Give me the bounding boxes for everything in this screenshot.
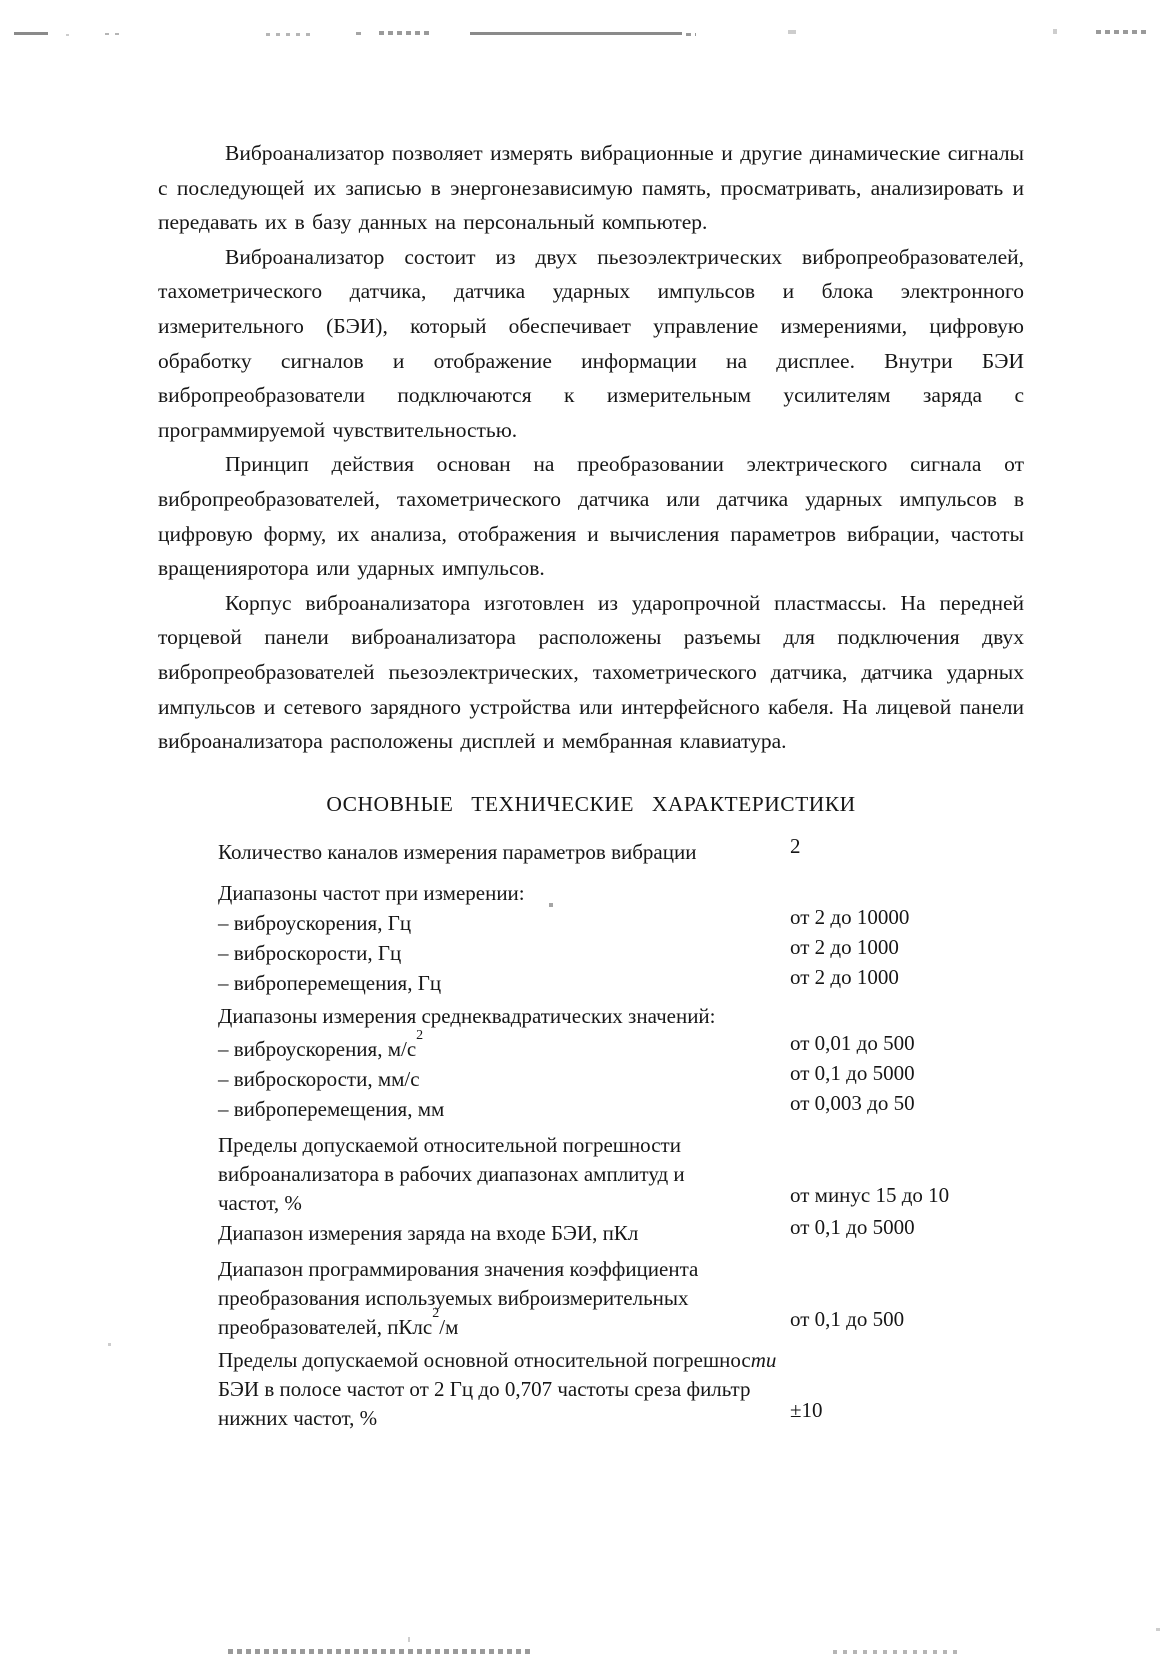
spec-label: – виброускорения, Гц bbox=[218, 910, 412, 935]
scan-artifact bbox=[408, 1637, 410, 1642]
spec-value: от 0,1 до 500 bbox=[790, 1306, 905, 1331]
spec-label-line: частот, % bbox=[218, 1190, 302, 1215]
scan-artifact bbox=[14, 32, 48, 35]
spec-row-velocity-freq bbox=[218, 934, 1024, 968]
superscript: 2 bbox=[432, 1305, 440, 1321]
scan-artifact bbox=[66, 34, 69, 36]
spec-row-displacement-rms bbox=[218, 1090, 1024, 1124]
spec-label-text: – виброускорения, м/с bbox=[218, 1036, 417, 1061]
document-content bbox=[158, 136, 1024, 1433]
spec-label bbox=[218, 1346, 790, 1433]
scan-artifact bbox=[228, 1649, 530, 1654]
section-title: ОСНОВНЫЕ ТЕХНИЧЕСКИЕ ХАРАКТЕРИСТИКИ bbox=[326, 791, 856, 816]
spec-value: от 0,1 до 5000 bbox=[790, 1060, 915, 1085]
specs-table bbox=[218, 833, 1024, 1433]
spec-label: – виброперемещения, мм bbox=[218, 1096, 445, 1121]
spec-row-charge-range bbox=[218, 1214, 1024, 1248]
scan-artifact bbox=[266, 33, 310, 36]
spec-row-accel-freq bbox=[218, 904, 1024, 938]
scan-artifact bbox=[1156, 1628, 1160, 1631]
spec-label bbox=[218, 1131, 790, 1218]
spec-row-bei-basic-error bbox=[218, 1346, 1024, 1433]
spec-label: Количество каналов измерения параметров вибрации bbox=[218, 839, 697, 864]
spec-value: от 2 до 10000 bbox=[790, 904, 910, 929]
spec-value: от 2 до 1000 bbox=[790, 964, 899, 989]
spec-row-rms-ranges-header bbox=[218, 1001, 1024, 1031]
spec-label-text: Пределы допускаемой основной относительной погрешнос bbox=[218, 1347, 751, 1372]
spec-label: – виброскорости, мм/с bbox=[218, 1066, 420, 1091]
spec-row-channels bbox=[218, 833, 1024, 867]
spec-value: от 0,01 до 500 bbox=[790, 1030, 915, 1055]
scan-artifact bbox=[1053, 29, 1057, 34]
spec-label-text-italic: ти bbox=[750, 1347, 777, 1372]
spec-row-relative-error bbox=[218, 1131, 1024, 1218]
spec-label: – виброскорости, Гц bbox=[218, 940, 402, 965]
scan-artifact bbox=[788, 30, 796, 34]
scan-artifact bbox=[470, 32, 682, 35]
spec-label-text: /м bbox=[439, 1314, 459, 1339]
spec-label bbox=[218, 1255, 790, 1342]
spec-label: Диапазоны измерения среднеквадратических значений: bbox=[218, 1003, 716, 1028]
spec-value: ±10 bbox=[790, 1397, 823, 1422]
spec-value: от 2 до 1000 bbox=[790, 934, 899, 959]
paragraph-principle: Принцип действия основан на преобразовании электрического сигнала от вибропреобразователей, тахометрического датчика или датчика ударных импульсов в цифровую форму, их анализа, отображения и вычисления параметров вибрации, частоты вращенияротора или ударных импульсов. bbox=[158, 452, 1024, 581]
paragraph-composition: Виброанализатор состоит из двух пьезоэлектрических вибропреобразователей, тахометрического датчика, датчика ударных импульсов и блока электронного измерительного (БЭИ), который обеспечивает управление измерениями, цифровую обработку сигналов и отображение информации на дисплее. Внутри БЭИ вибропреобразователи подключаются к измерительным усилителям заряда с программируемой чувствительностью. bbox=[158, 244, 1024, 442]
spec-label-line: преобразования используемых виброизмерительных bbox=[218, 1285, 689, 1310]
superscript: 2 bbox=[416, 1027, 424, 1043]
paragraph-housing: Корпус виброанализатора изготовлен из ударопрочной пластмассы. На передней торцевой панели виброанализатора расположены разъемы для подключения двух вибропреобразователей пьезоэлектрических, тахометрического датчика, датчика ударных импульсов и сетевого зарядного устройства или интерфейсного кабеля. На лицевой панели виброанализатора расположены дисплей и мембранная клавиатура. bbox=[158, 590, 1024, 754]
spec-label-line: виброанализатора в рабочих диапазонах амплитуд и bbox=[218, 1161, 685, 1186]
spec-label-line: нижних частот, % bbox=[218, 1405, 378, 1430]
spec-label-line: БЭИ в полосе частот от 2 Гц до 0,707 частоты среза фильтр bbox=[218, 1376, 751, 1401]
spec-label-line bbox=[218, 1305, 790, 1342]
spec-value: от 0,003 до 50 bbox=[790, 1090, 915, 1115]
scan-artifact bbox=[379, 31, 429, 35]
spec-row-displacement-freq bbox=[218, 964, 1024, 998]
spec-value: 2 bbox=[790, 833, 801, 858]
scan-artifact bbox=[108, 1343, 111, 1346]
spec-value: от минус 15 до 10 bbox=[790, 1182, 950, 1207]
spec-label: Диапазон измерения заряда на входе БЭИ, пКл bbox=[218, 1220, 639, 1245]
spec-label-line: Диапазон программирования значения коэффициента bbox=[218, 1256, 699, 1281]
scan-artifact bbox=[356, 32, 361, 35]
spec-label: Диапазоны частот при измерении: bbox=[218, 880, 525, 905]
spec-label-line bbox=[218, 1346, 790, 1375]
spec-label-text: преобразователей, пКлс bbox=[218, 1314, 433, 1339]
paragraph-intro: Виброанализатор позволяет измерять вибрационные и другие динамические сигналы с последующей их записью в энергонезависимую память, просматривать, анализировать и передавать их в базу данных на персональный компьютер. bbox=[158, 141, 1024, 235]
scan-artifact bbox=[1096, 30, 1150, 34]
spec-label: – виброперемещения, Гц bbox=[218, 970, 442, 995]
scan-artifact bbox=[833, 1650, 963, 1654]
spec-row-coefficient-programming bbox=[218, 1255, 1024, 1342]
scan-artifact bbox=[686, 33, 696, 36]
spec-label bbox=[218, 1027, 790, 1064]
spec-label-line: Пределы допускаемой относительной погрешности bbox=[218, 1132, 681, 1157]
scan-artifact bbox=[105, 33, 125, 35]
spec-value: от 0,1 до 5000 bbox=[790, 1214, 915, 1239]
